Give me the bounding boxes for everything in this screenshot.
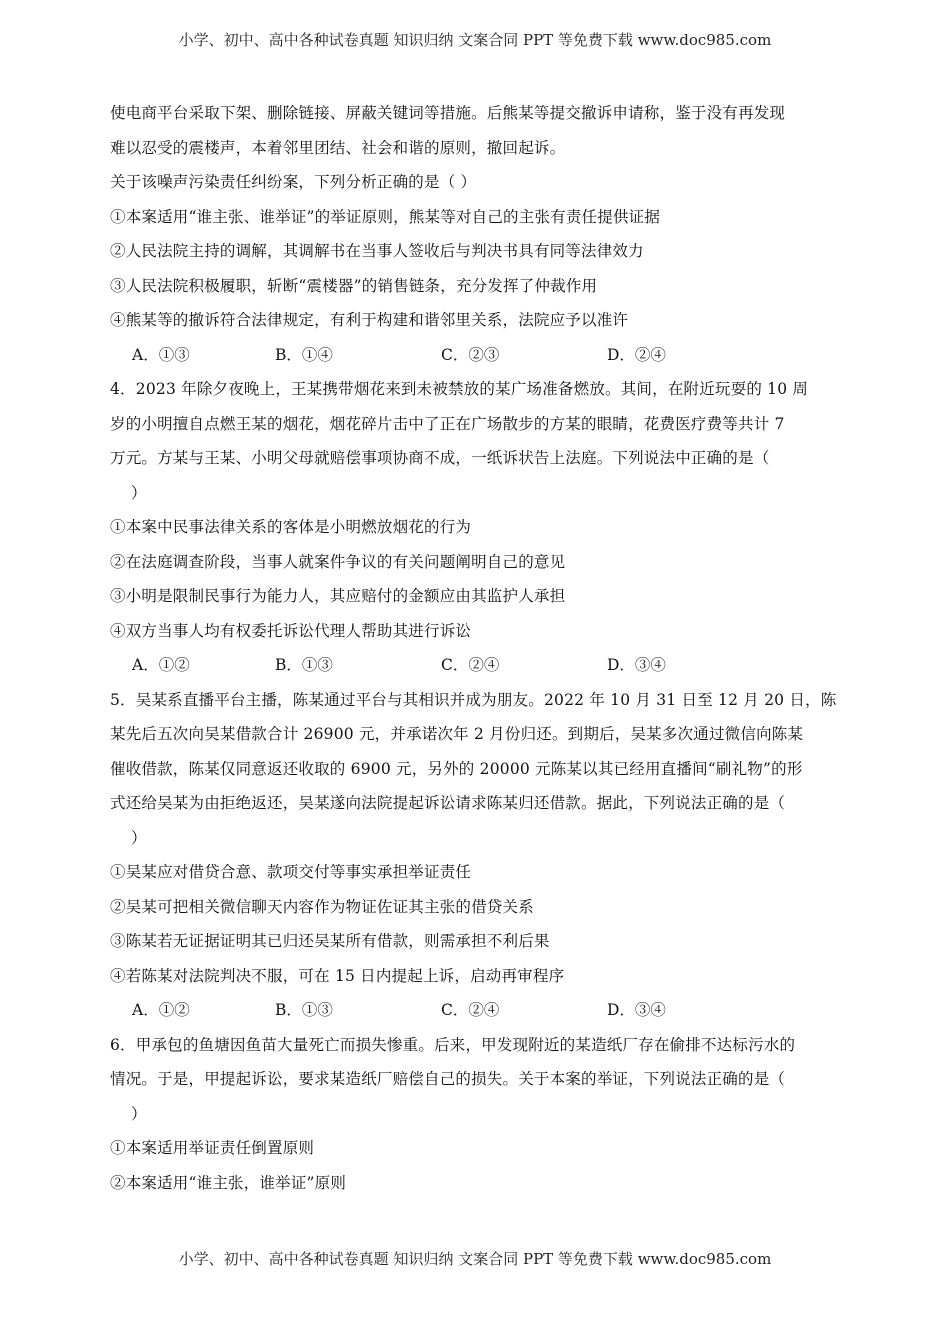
question-5-item: ③陈某若无证据证明其已归还吴某所有借款，则需承担不利后果 — [110, 932, 550, 950]
question-3-item: ②人民法院主持的调解，其调解书在当事人签收后与判决书具有同等法律效力 — [110, 242, 644, 260]
question-6-stem-line: 6．甲承包的鱼塘因鱼苗大量死亡而损失惨重。后来，甲发现附近的某造纸厂存在偷排不达标污水的 — [110, 1035, 796, 1054]
question-6 — [110, 1028, 845, 1201]
question-5-stem-line: 某先后五次向吴某借款合计 26900 元，并承诺次年 2 月份归还。到期后，吴某多次通过微信向陈某 — [110, 725, 804, 743]
question-6-item: ②本案适用“谁主张，谁举证”原则 — [110, 1173, 347, 1192]
question-4-item: ③小明是限制民事行为能力人，其应赔付的金额应由其监护人承担 — [110, 587, 566, 605]
question-4-item: ④双方当事人均有权委托诉讼代理人帮助其进行诉讼 — [110, 621, 472, 640]
question-4-stem-line: 4．2023 年除夕夜晚上，王某携带烟花来到未被禁放的某广场准备燃放。其间，在附近玩耍的 10 周 — [110, 380, 809, 398]
question-4-stem-line: ） — [131, 483, 147, 502]
question-4-stem-line: 岁的小明擅自点燃王某的烟花，烟花碎片击中了正在广场散步的方某的眼睛，花费医疗费等共计 7 — [110, 414, 785, 433]
question-4 — [110, 372, 845, 683]
question-3-options — [110, 338, 845, 373]
question-6-stem-line: ） — [131, 1104, 147, 1123]
option-a: A．①② — [132, 1001, 190, 1019]
document-body — [110, 96, 845, 1200]
question-5-item: ①吴某应对借贷合意、款项交付等事实承担举证责任 — [110, 863, 472, 881]
question-3-stem-line: 关于该噪声污染责任纠纷案，下列分析正确的是（ ） — [110, 173, 477, 191]
option-c: C．②④ — [441, 1001, 500, 1019]
question-6-stem-line: 情况。于是，甲提起诉讼，要求某造纸厂赔偿自己的损失。关于本案的举证，下列说法正确的是（ — [110, 1070, 786, 1088]
question-5-options — [110, 993, 845, 1028]
question-5-stem-line: 式还给吴某为由拒绝返还，吴某遂向法院提起诉讼请求陈某归还借款。据此，下列说法正确的是（ — [110, 794, 786, 812]
question-3-item: ①本案适用“谁主张、谁举证”的举证原则，熊某等对自己的主张有责任提供证据 — [110, 207, 661, 226]
question-5-stem-line: ） — [131, 828, 147, 847]
option-d: D．③④ — [607, 656, 666, 674]
question-3-item: ③人民法院积极履职，斩断“震楼器”的销售链条，充分发挥了仲裁作用 — [110, 276, 598, 295]
option-b: B．①④ — [275, 345, 333, 364]
option-d: D．②④ — [607, 345, 666, 364]
option-a: A．①③ — [132, 345, 190, 364]
question-3-item: ④熊某等的撤诉符合法律规定，有利于构建和谐邻里关系，法院应予以准许 — [110, 311, 629, 329]
option-b: B．①③ — [275, 1001, 333, 1019]
question-5-stem-line: 5．吴某系直播平台主播，陈某通过平台与其相识并成为朋友。2022 年 10 月 31 日至 12 月 20 日，陈 — [110, 690, 837, 709]
question-4-item: ②在法庭调查阶段，当事人就案件争议的有关问题阐明自己的意见 — [110, 552, 566, 571]
question-3-stem-line: 难以忍受的震楼声，本着邻里团结、社会和谐的原则，撤回起诉。 — [110, 138, 566, 157]
question-3 — [110, 96, 845, 372]
question-4-options — [110, 648, 845, 683]
question-4-item: ①本案中民事法律关系的客体是小明燃放烟花的行为 — [110, 518, 472, 536]
question-3-stem-line: 使电商平台采取下架、删除链接、屏蔽关键词等措施。后熊某等提交撤诉申请称，鉴于没有再发现 — [110, 104, 786, 122]
question-6-item: ①本案适用举证责任倒置原则 — [110, 1139, 315, 1157]
question-5-item: ②吴某可把相关微信聊天内容作为物证佐证其主张的借贷关系 — [110, 897, 534, 916]
option-c: C．②④ — [441, 656, 500, 674]
option-d: D．③④ — [607, 1001, 666, 1019]
question-5-item: ④若陈某对法院判决不服，可在 15 日内提起上诉，启动再审程序 — [110, 966, 565, 985]
option-b: B．①③ — [275, 656, 333, 674]
question-5 — [110, 683, 845, 1028]
option-c: C．②③ — [441, 345, 500, 364]
page-header: 小学、初中、高中各种试卷真题 知识归纳 文案合同 PPT 等免费下载 www.doc985.com — [178, 31, 772, 49]
page-footer: 小学、初中、高中各种试卷真题 知识归纳 文案合同 PPT 等免费下载 www.doc985.com — [178, 1250, 772, 1268]
question-4-stem-line: 万元。方某与王某、小明父母就赔偿事项协商不成，一纸诉状告上法庭。下列说法中正确的是（ — [110, 449, 770, 467]
option-a: A．①② — [132, 656, 190, 674]
question-5-stem-line: 催收借款，陈某仅同意返还收取的 6900 元，另外的 20000 元陈某以其已经用直播间“刷礼物”的形 — [110, 759, 803, 778]
